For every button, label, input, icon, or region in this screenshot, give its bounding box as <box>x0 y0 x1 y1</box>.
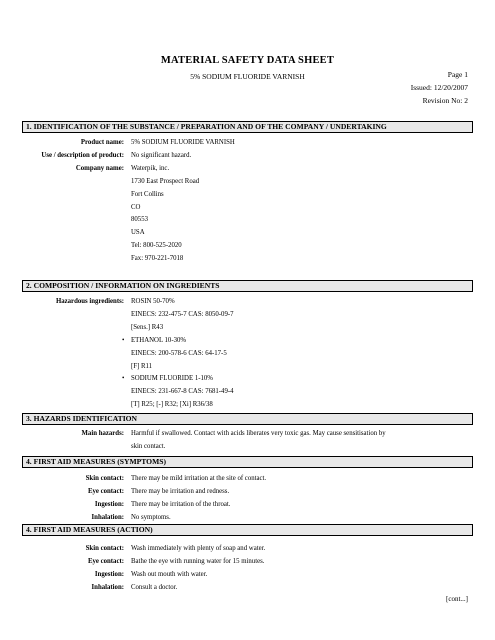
section-3-heading-text: 3. HAZARDS IDENTIFICATION <box>26 414 138 423</box>
ingredient-line: ETHANOL 10-30% <box>131 337 187 344</box>
symptom-value: There may be irritation of the throat. <box>131 501 231 508</box>
revision-number: Revision No: 2 <box>422 96 468 105</box>
company-line: 1730 East Prospect Road <box>131 178 200 185</box>
product-name-label: Product name: <box>80 139 124 146</box>
symptom-label: Eye contact: <box>87 488 124 495</box>
action-label: Inhalation: <box>91 584 124 591</box>
ingredient-line: [T] R25; [-] R32; [Xi] R36/38 <box>131 401 213 408</box>
symptom-label: Inhalation: <box>91 514 124 521</box>
section-2-heading <box>22 280 473 292</box>
symptom-label: Ingestion: <box>94 501 124 508</box>
company-name-label: Company name: <box>75 165 124 172</box>
document-title: MATERIAL SAFETY DATA SHEET <box>160 55 335 66</box>
action-label: Skin contact: <box>85 545 124 552</box>
bullet-icon: • <box>122 337 125 344</box>
ingredient-line: EINECS: 231-667-8 CAS: 7681-49-4 <box>131 388 234 395</box>
action-label: Eye contact: <box>87 558 124 565</box>
symptom-label: Skin contact: <box>85 475 124 482</box>
action-value: Wash immediately with plenty of soap and water. <box>131 545 266 552</box>
symptom-value: No symptoms. <box>131 514 171 521</box>
section-4-symptoms-heading-text: 4. FIRST AID MEASURES (SYMPTOMS) <box>26 457 167 466</box>
ingredient-line: ROSIN 50-70% <box>131 298 175 305</box>
ingredient-line: [F] R11 <box>131 363 153 370</box>
section-4-action-heading <box>22 524 473 536</box>
symptom-value: There may be mild irritation at the site of contact. <box>131 475 267 482</box>
ingredient-line: [Sens.] R43 <box>131 324 164 331</box>
section-4-symptoms-heading <box>22 456 473 468</box>
company-line: Fort Collins <box>131 191 164 198</box>
section-1-heading <box>22 121 473 133</box>
use-label: Use / description of product: <box>41 152 124 159</box>
action-value: Consult a doctor. <box>131 584 178 591</box>
ingredient-line: SODIUM FLUORIDE 1-10% <box>131 375 213 382</box>
company-line: 80553 <box>131 216 148 223</box>
product-name-value: 5% SODIUM FLUORIDE VARNISH <box>131 139 235 146</box>
section-4-action-heading-text: 4. FIRST AID MEASURES (ACTION) <box>26 525 153 534</box>
main-hazards-value: Harmful if swallowed. Contact with acids liberates very toxic gas. May cause sensitisation by <box>131 430 386 437</box>
product-subtitle: 5% SODIUM FLUORIDE VARNISH <box>190 72 305 81</box>
company-line: Fax: 970-221-7018 <box>131 255 184 262</box>
main-hazards-label: Main hazards: <box>81 430 124 437</box>
ingredient-line: EINECS: 200-578-6 CAS: 64-17-5 <box>131 350 227 357</box>
bullet-icon: • <box>122 375 125 382</box>
main-hazards-value-cont: skin contact. <box>131 443 166 450</box>
section-3-heading <box>22 413 473 425</box>
company-line: CO <box>131 204 141 211</box>
action-label: Ingestion: <box>94 571 124 578</box>
action-value: Bathe the eye with running water for 15 minutes. <box>131 558 265 565</box>
company-line: Tel: 800-525-2020 <box>131 242 182 249</box>
ingredient-line: EINECS: 232-475-7 CAS: 8050-09-7 <box>131 311 234 318</box>
symptom-value: There may be irritation and redness. <box>131 488 230 495</box>
hazardous-ingredients-label: Hazardous ingredients: <box>55 298 124 305</box>
continued-marker: [cont...] <box>446 595 468 603</box>
section-2-heading-text: 2. COMPOSITION / INFORMATION ON INGREDIENTS <box>26 281 220 290</box>
action-value: Wash out mouth with water. <box>131 571 208 578</box>
section-1-heading-text: 1. IDENTIFICATION OF THE SUBSTANCE / PREPARATION AND OF THE COMPANY / UNDERTAKING <box>26 122 387 131</box>
page-number: Page 1 <box>447 70 468 79</box>
company-line: USA <box>131 229 145 236</box>
use-value: No significant hazard. <box>131 152 192 159</box>
issued-date: Issued: 12/20/2007 <box>410 83 468 92</box>
company-line: Waterpik, inc. <box>131 165 170 172</box>
